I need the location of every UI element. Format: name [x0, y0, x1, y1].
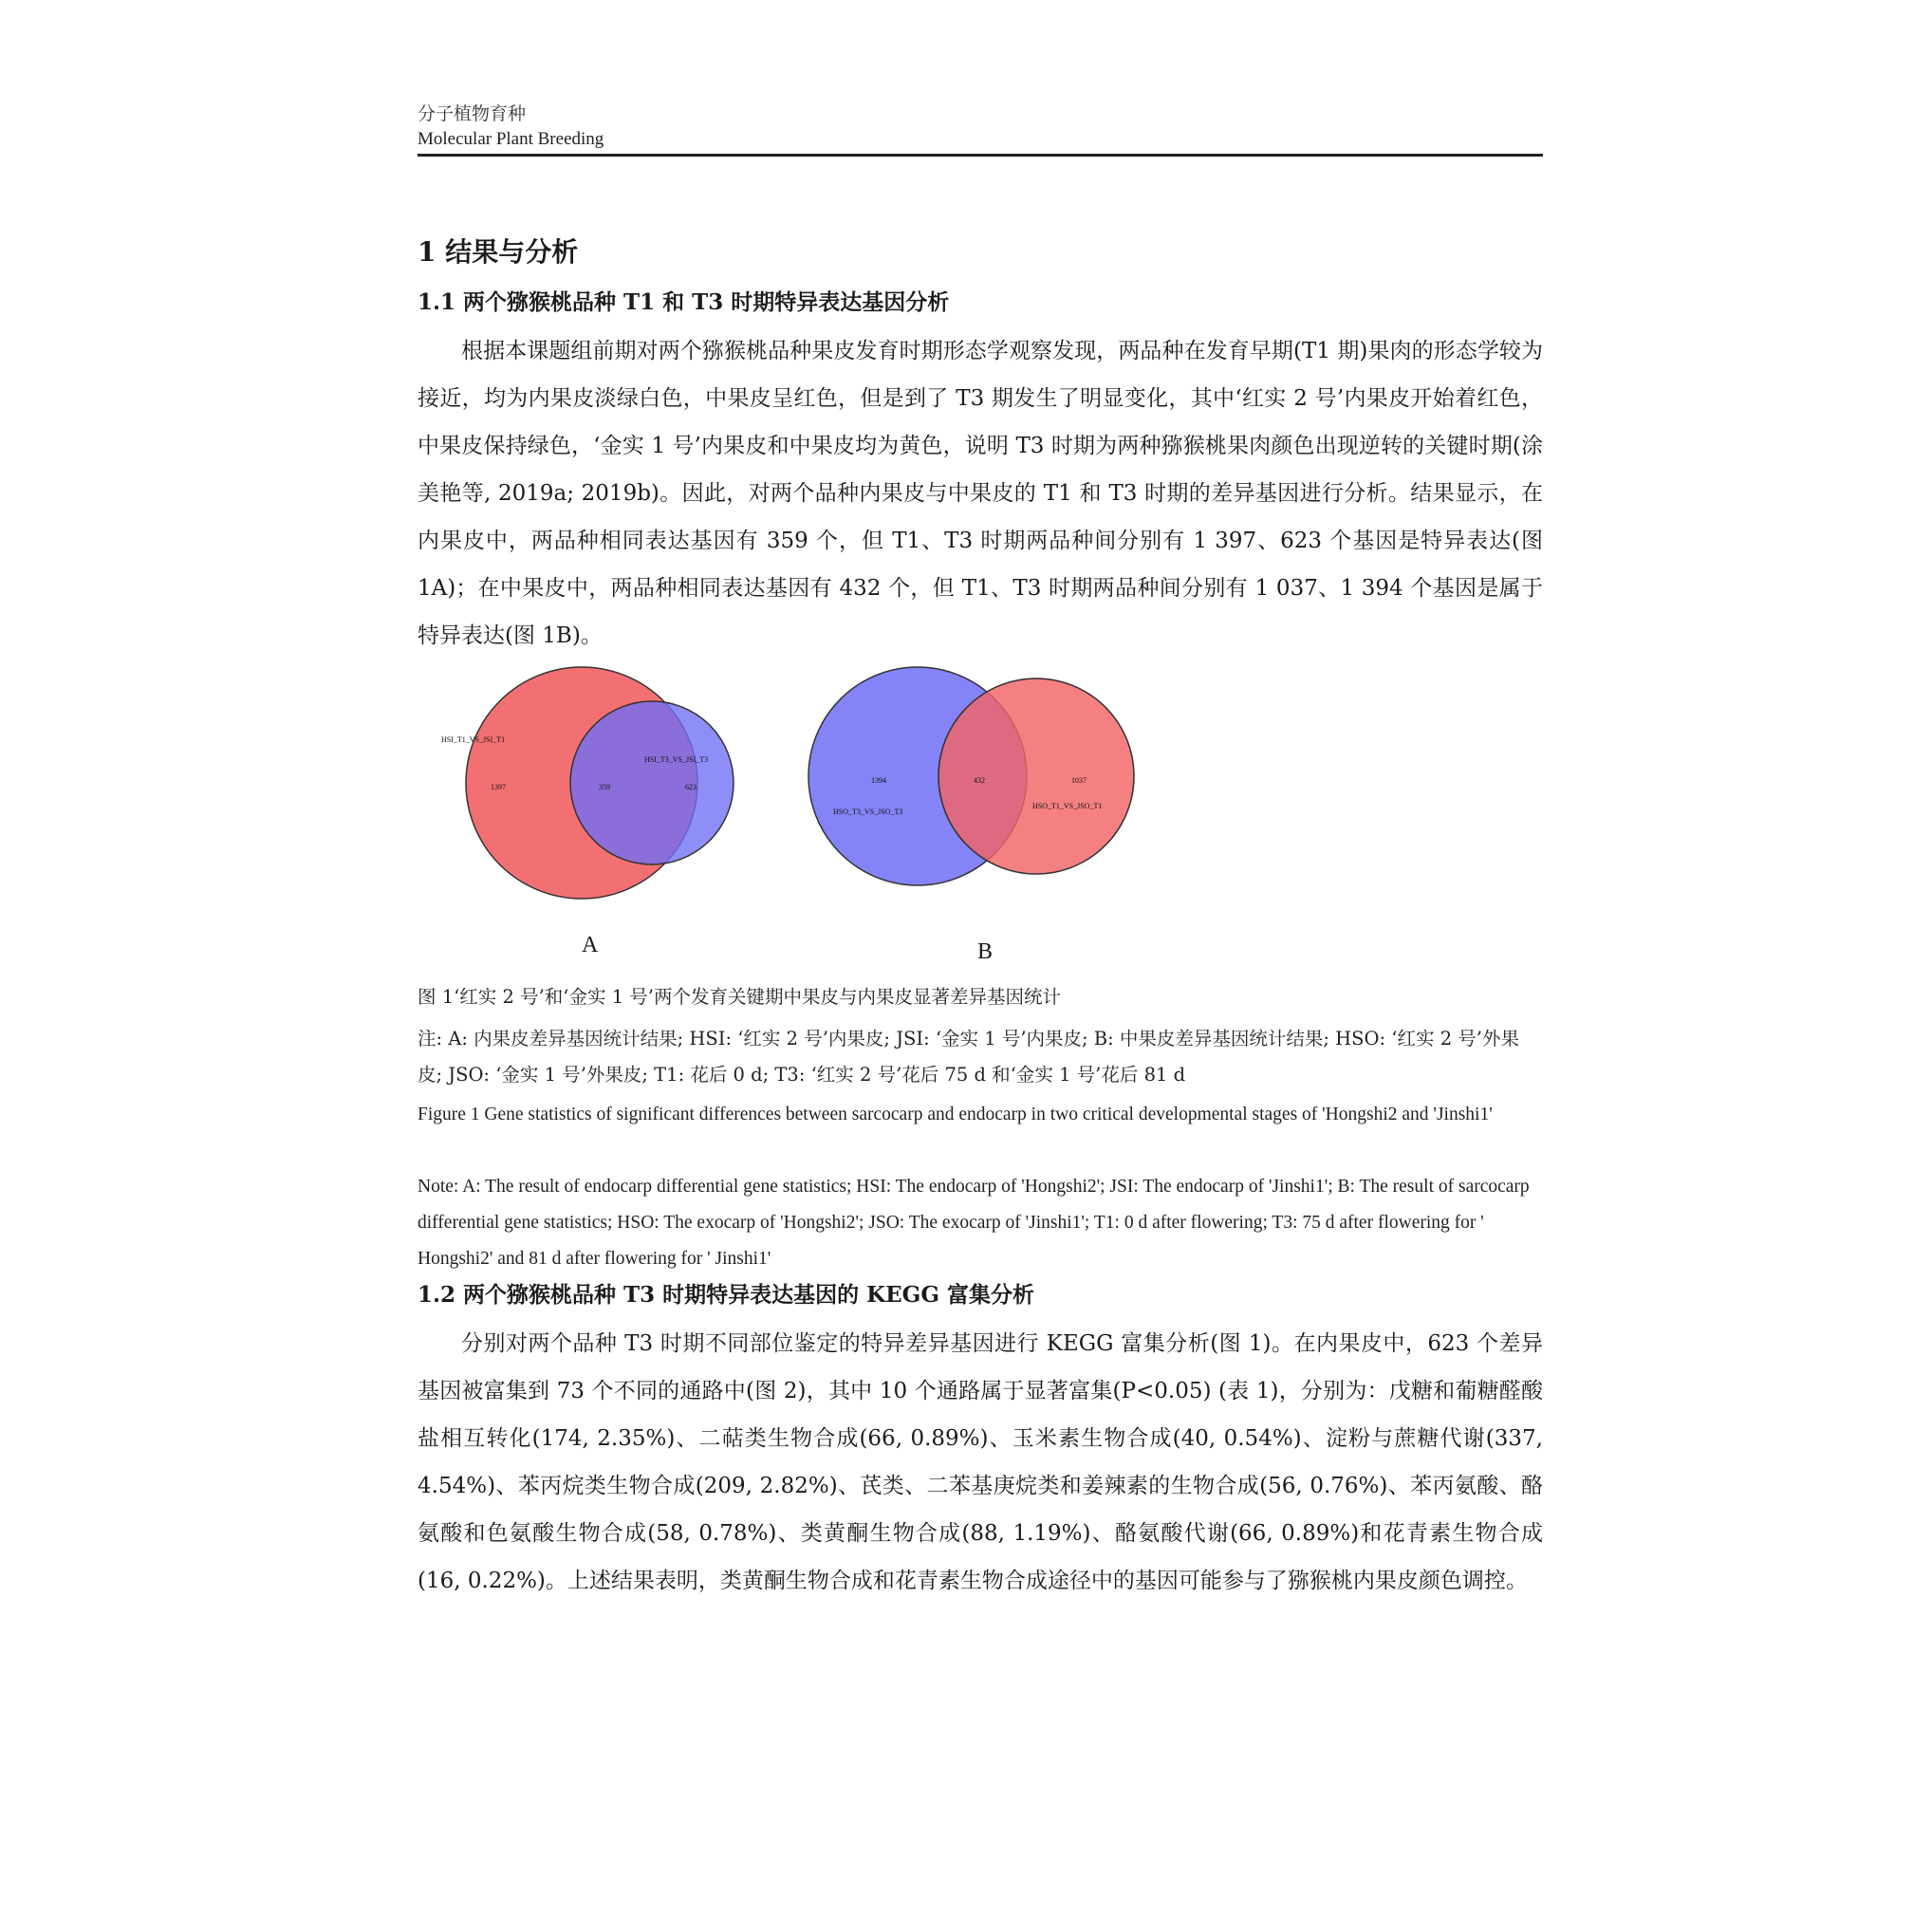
- paragraph-1-1: 根据本课题组前期对两个猕猴桃品种果皮发育时期形态学观察发现，两品种在发育早期(T1 期)果肉的形态学较为接近，均为内果皮淡绿白色，中果皮呈红色，但是到了 T3 期发生了明显变化，其中‘红实 2 号’内果皮开始着红色，中果皮保持绿色，‘金实 1 号’内果皮和中果皮均为黄色，说明 T3 时期为两种猕猴桃果肉颜色出现逆转的关键时期(涂美艳等, 2019a; 2019b)。因此，对两个品种内果皮与中果皮的 T1 和 T3 时期的差异基因进行分析。结果显示，在内果皮中，两品种相同表达基因有 359 个，但 T1、T3 时期两品种间分别有 1 397、623 个基因是特异表达(图 1A)；在中果皮中，两品种相同表达基因有 432 个，但 T1、T3 时期两品种间分别有 1 037、1 394 个基因是属于特异表达(图 1B)。: [418, 339, 1543, 648]
- panel-label-a: A: [582, 933, 599, 957]
- figure-note-cn: 注: A: 内果皮差异基因统计结果; HSI: ‘红实 2 号’内果皮; JSI: ‘金实 1 号’内果皮; B: 中果皮差异基因统计结果; HSO: ‘红实 2 号’外果皮; JSO: ‘金实 1 号’外果皮; T1: 花后 0 d; T3: ‘红实 2 号’花后 75 d 和‘金实 1 号’花后 81 d: [418, 1028, 1519, 1086]
- subsection-title-1-2: 1.2 两个猕猴桃品种 T3 时期特异表达基因的 KEGG 富集分析: [418, 1282, 1034, 1308]
- paragraph-1-2: 分别对两个品种 T3 时期不同部位鉴定的特异差异基因进行 KEGG 富集分析(图 1)。在内果皮中，623 个差异基因被富集到 73 个不同的通路中(图 2)，其中 10 个通路属于显著富集(P<0.05) (表 1)，分别为：戊糖和葡糖醛酸盐相互转化(174, 2.35%)、二萜类生物合成(66, 0.89%)、玉米素生物合成(40, 0.54%)、淀粉与蔗糖代谢(337, 4.54%)、苯丙烷类生物合成(209, 2.82%)、芪类、二苯基庚烷类和姜辣素的生物合成(56, 0.76%)、苯丙氨酸、酪氨酸和色氨酸生物合成(58, 0.78%)、类黄酮生物合成(88, 1.19%)、酪氨酸代谢(66, 0.89%)和花青素生物合成(16, 0.22%)。上述结果表明，类黄酮生物合成和花青素生物合成途径中的基因可能参与了猕猴桃内果皮颜色调控。: [418, 1331, 1543, 1593]
- venn-a-right-set-label: HSI_T3_VS_JSI_T3: [644, 755, 709, 764]
- venn-a-right-count: 623: [685, 783, 697, 791]
- section-title: 1 结果与分析: [418, 236, 579, 268]
- venn-a-left-set-label: HSI_T1_VS_JSI_T1: [441, 735, 506, 744]
- panel-label-b: B: [977, 939, 994, 964]
- figure-1-venn: [403, 664, 1181, 977]
- journal-name-cn: 分子植物育种: [418, 103, 527, 124]
- venn-a-overlap-count: 359: [599, 783, 610, 791]
- venn-diagrams: [403, 664, 1181, 977]
- venn-b-overlap-count: 432: [974, 776, 985, 785]
- journal-name-en: Molecular Plant Breeding: [418, 129, 604, 149]
- venn-a-right-circle: [570, 701, 734, 864]
- venn-b-right-set-label: HSO_T1_VS_JSO_T1: [1032, 802, 1103, 810]
- figure-caption-cn: 图 1‘红实 2 号’和‘金实 1 号’两个发育关键期中果皮与内果皮显著差异基因统计: [418, 986, 1062, 1008]
- venn-a-left-count: 1397: [491, 783, 506, 791]
- figure-note-en: Note: A: The result of endocarp differential gene statistics; HSI: The endocarp of 'Hongshi2'; JSI: The endocarp of 'Jinshi1'; B: The result of sarcocarp differential gene statistics; HSO: The exocarp of 'Hongshi2'; JSO: The exocarp of 'Jinshi1'; T1: 0 d after flowering; T3: 75 d after flowering for ' Hongshi2' and 81 d after flowering for ' Jinshi1': [418, 1177, 1530, 1269]
- venn-a: [441, 667, 734, 899]
- venn-b-right-count: 1037: [1071, 776, 1087, 785]
- venn-b-right-circle: [938, 678, 1134, 874]
- running-header: [418, 101, 1543, 157]
- venn-b: [808, 667, 1134, 885]
- subsection-title-1-1: 1.1 两个猕猴桃品种 T1 和 T3 时期特异表达基因分析: [418, 289, 950, 315]
- figure-caption-en: Figure 1 Gene statistics of significant differences between sarcocarp and endocarp in two critical developmental stages of 'Hongshi2 and 'Jinshi1': [418, 1105, 1493, 1124]
- venn-b-left-set-label: HSO_T3_VS_JSO_T3: [833, 808, 903, 816]
- venn-b-left-count: 1394: [871, 776, 886, 785]
